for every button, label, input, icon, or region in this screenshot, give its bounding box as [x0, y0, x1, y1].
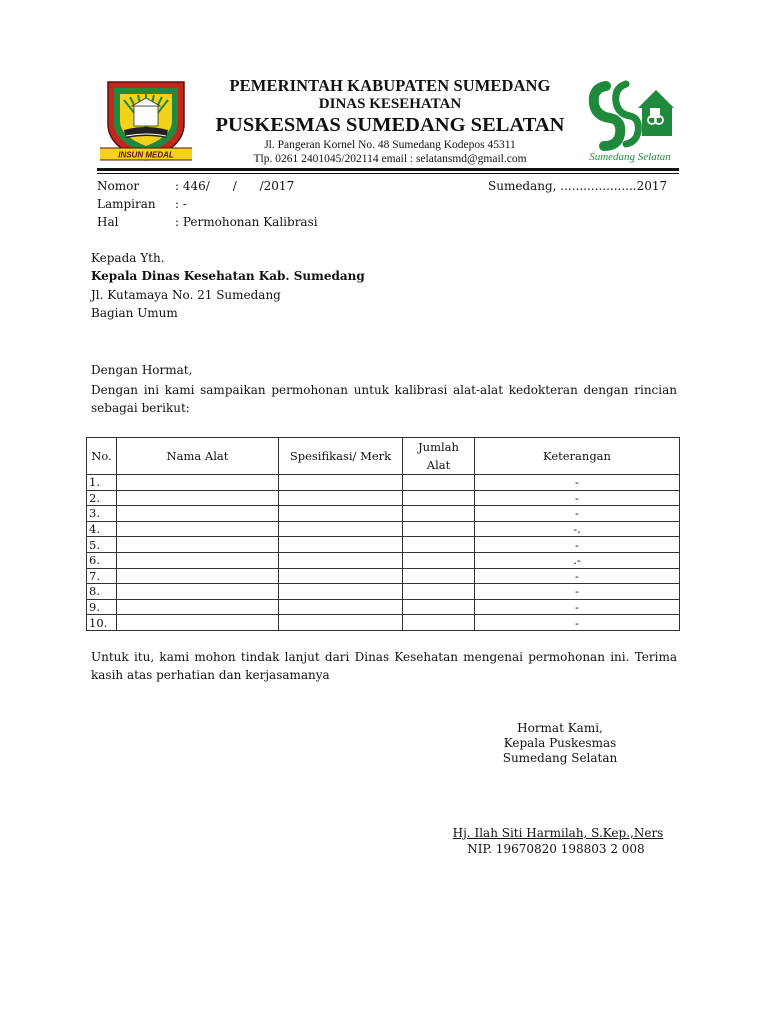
- row-keterangan: -: [475, 506, 680, 522]
- row-keterangan: -: [475, 475, 680, 491]
- row-number: 6.: [87, 552, 117, 568]
- row-jumlah-alat: [403, 584, 475, 600]
- row-keterangan: -: [475, 584, 680, 600]
- letterhead-rule-thick: [97, 168, 679, 171]
- row-number: 9.: [87, 599, 117, 615]
- closing-paragraph: Untuk itu, kami mohon tindak lanjut dari Dinas Kesehatan mengenai permohonan ini. Terima kasih atas perhatian dan kerjasamanya: [91, 650, 677, 682]
- signature-title: Kepala Puskesmas: [503, 736, 617, 750]
- row-keterangan: -: [475, 599, 680, 615]
- signatory-nip: NIP. 19670820 198803 2 008: [467, 842, 645, 856]
- header-keterangan: Keterangan: [475, 438, 680, 475]
- sumedang-regency-emblem-icon: [100, 76, 192, 164]
- signatory-name: Hj. Ilah Siti Harmilah, S.Kep.,Ners: [452, 826, 664, 840]
- row-number: 4.: [87, 521, 117, 537]
- table-row: [87, 521, 680, 537]
- row-jumlah-alat: [403, 615, 475, 631]
- table-row: [87, 568, 680, 584]
- row-spesifikasi: [279, 568, 403, 584]
- row-number: 1.: [87, 475, 117, 491]
- table-row: [87, 475, 680, 491]
- row-nama-alat: [117, 552, 279, 568]
- signature-closing: Hormat Kami,: [517, 721, 603, 735]
- row-keterangan: -: [475, 490, 680, 506]
- row-keterangan: .-: [475, 552, 680, 568]
- recipient-address: Jl. Kutamaya No. 21 Sumedang: [91, 288, 281, 302]
- nomor-label: Nomor: [97, 179, 140, 193]
- row-spesifikasi: [279, 475, 403, 491]
- row-jumlah-alat: [403, 568, 475, 584]
- table-row: [87, 615, 680, 631]
- recipient-name: Kepala Dinas Kesehatan Kab. Sumedang: [91, 269, 365, 283]
- row-nama-alat: [117, 537, 279, 553]
- place-date: Sumedang, ....................2017: [488, 179, 668, 193]
- nomor-value: : 446/ / /2017: [175, 179, 295, 193]
- letterhead: [0, 0, 768, 172]
- row-nama-alat: [117, 475, 279, 491]
- institution-contact: Tlp. 0261 2401045/202114 email : selatansmd@gmail.com: [253, 153, 527, 165]
- header-no: No.: [87, 438, 117, 475]
- row-jumlah-alat: [403, 475, 475, 491]
- salutation: Dengan Hormat,: [91, 363, 193, 377]
- hal-label: Hal: [97, 215, 119, 229]
- header-spesifikasi: Spesifikasi/ Merk: [279, 438, 403, 475]
- row-nama-alat: [117, 599, 279, 615]
- institution-address: Jl. Pangeran Kornel No. 48 Sumedang Kodepos 45311: [264, 139, 516, 151]
- row-spesifikasi: [279, 615, 403, 631]
- logo-right-caption: Sumedang Selatan: [589, 151, 671, 163]
- row-number: 7.: [87, 568, 117, 584]
- hal-value: : Permohonan Kalibrasi: [175, 215, 318, 229]
- government-name: PEMERINTAH KABUPATEN SUMEDANG: [229, 76, 551, 95]
- row-spesifikasi: [279, 490, 403, 506]
- row-number: 2.: [87, 490, 117, 506]
- row-jumlah-alat: [403, 490, 475, 506]
- row-nama-alat: [117, 615, 279, 631]
- row-keterangan: -: [475, 615, 680, 631]
- table-row: [87, 584, 680, 600]
- row-jumlah-alat: [403, 506, 475, 522]
- recipient-department: Bagian Umum: [91, 306, 178, 320]
- row-jumlah-alat: [403, 537, 475, 553]
- row-nama-alat: [117, 568, 279, 584]
- table-row: [87, 490, 680, 506]
- table-body: [87, 475, 680, 631]
- header-jumlah-alat: Jumlah Alat: [403, 438, 475, 475]
- row-number: 8.: [87, 584, 117, 600]
- row-spesifikasi: [279, 506, 403, 522]
- row-spesifikasi: [279, 584, 403, 600]
- row-spesifikasi: [279, 552, 403, 568]
- intro-paragraph: Dengan ini kami sampaikan permohonan untuk kalibrasi alat-alat kedokteran dengan rincian sebagai berikut:: [91, 383, 677, 415]
- row-spesifikasi: [279, 521, 403, 537]
- row-nama-alat: [117, 506, 279, 522]
- recipient-greeting: Kepada Yth.: [91, 251, 165, 265]
- row-nama-alat: [117, 490, 279, 506]
- row-number: 10.: [87, 615, 117, 631]
- signature-unit: Sumedang Selatan: [502, 751, 618, 765]
- row-nama-alat: [117, 521, 279, 537]
- row-nama-alat: [117, 584, 279, 600]
- table-row: [87, 599, 680, 615]
- institution-name: PUSKESMAS SUMEDANG SELATAN: [215, 114, 565, 136]
- table-row: [87, 552, 680, 568]
- calibration-items-table: [86, 437, 680, 631]
- row-number: 3.: [87, 506, 117, 522]
- header-nama-alat: Nama Alat: [117, 438, 279, 475]
- row-keterangan: -.: [475, 521, 680, 537]
- letterhead-rule-thin: [97, 173, 679, 174]
- row-jumlah-alat: [403, 552, 475, 568]
- row-keterangan: -: [475, 537, 680, 553]
- letterhead-text: [190, 76, 590, 166]
- table-header-row: [87, 438, 680, 475]
- table-row: [87, 537, 680, 553]
- lampiran-label: Lampiran: [97, 197, 156, 211]
- row-spesifikasi: [279, 537, 403, 553]
- row-number: 5.: [87, 537, 117, 553]
- logo-left-banner: INSUN MEDAL: [118, 150, 174, 160]
- row-spesifikasi: [279, 599, 403, 615]
- row-keterangan: -: [475, 568, 680, 584]
- row-jumlah-alat: [403, 599, 475, 615]
- puskesmas-logo-icon: [586, 76, 678, 166]
- lampiran-value: : -: [175, 197, 187, 211]
- agency-name: DINAS KESEHATAN: [318, 96, 462, 112]
- row-jumlah-alat: [403, 521, 475, 537]
- table-row: [87, 506, 680, 522]
